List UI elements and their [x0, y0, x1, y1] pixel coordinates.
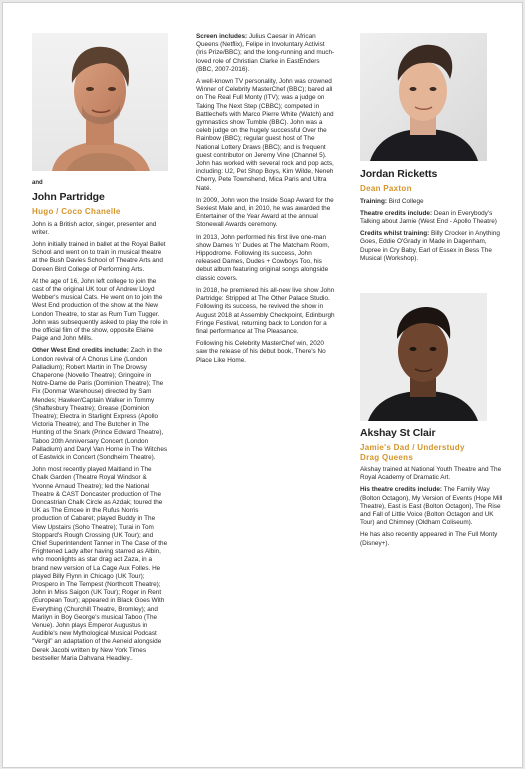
theatre-heading: His theatre credits include:: [360, 486, 443, 494]
screen-heading: Screen includes:: [196, 33, 248, 40]
bio-paragraph: John initially trained in ballet at the Royal Ballet School and went on to train in musical theatre at the Bush Davies School of Theatre Arts and Doreen Bird College of Performing Arts.: [32, 240, 166, 273]
awards-paragraph: In 2009, John won the Inside Soap Award for the Sexiest Male and, in 2010, he was awarded the Entertainer of the Year Award at the annual Stonewall Awards ceremony.: [196, 196, 334, 229]
training-heading: Training:: [360, 197, 387, 205]
bio-paragraph: John is a British actor, singer, presenter and writer.: [32, 220, 157, 236]
jordan-ricketts-photo: [360, 33, 487, 161]
programme-page: [2, 2, 523, 768]
show-paragraph: In 2013, John performed his first live one-man show Dames 'n' Dudes at The Matcham Room, Hippodrome. Following its success, John released Dames, Dudes + Cowboys Too, his debut album featuring original songs alongside classic covers.: [196, 233, 330, 282]
screen-text: Julius Caesar in African Queens (Netflix), Felipe in Involuntary Activist (Iris Prize/BBC); and the long-running and much-loved role of Christian Clarke in EastEnders (BBC, 2007-2016).: [196, 33, 335, 73]
recent-paragraph: John most recently played Maitland in The Chalk Garden (Theatre Royal Windsor & Yvonne Arnaud Theatre); led the National Theatre & CAST Doncaster production of The Doncastrian Chalk Circle as Azdak; toured the UK as The Emcee in the Rufus Norris production of Cabaret; played Buddy in The View Upstairs (Soho Theatre); Turai in Tom Stoppard's Rough Crossing (UK Tour); and Chief Superintendent Tanner in The Case of the Frightened Lady after having starred as Albin, who moonlights as star drag act Zaza, in a brand new version of La Cage Aux Folles. He played Billy Flynn in Chicago (UK Tour); Prospero in The Tempest (Northcott Theatre); John in Miss Saigon (UK Tour); Roger in Rent (European Tour); appeared in Black Goes With Everything (Churchill Theatre, Bromley); and Marilyn in Boy George's musical Taboo (The Venue). John plays Emperor Augustus in Audible's new Mythological Musical Podcast "Vergil" an adaptation of the Aeneid alongside Derek Jacobi written by New York Times bestseller Maria Dahvana Headley..: [32, 466, 168, 662]
tv-paragraph: A well-known TV personality, John was crowned Winner of Celebrity MasterChef (BBC); bared all on The Real Full Monty (ITV); was a judge on Taking The Next Step (CBBC); competed in Battlechefs with Marco Pierre White (Watch) and gymnastics show Tumble (BBC). John was a celeb judge on the hugely successful Over the Rainbow (BBC); regular guest host of The National Lottery Draws (BBC); and is frequent guest contributor on Jeremy Vine (Channel 5). John has worked with several rock and pop acts, including: U2, Pet Shop Boys, Kim Wilde, Neneh Cherry, Pete Townshend, Mica Paris and Ultra Naté.: [196, 78, 334, 192]
training-text: Bird College: [388, 197, 424, 205]
actor-name: Akshay St Clair: [360, 427, 436, 439]
john-partridge-bio: [32, 180, 168, 667]
training-paragraph: [360, 198, 506, 206]
theatre-text: Dean in Everybody's Talking about Jamie (West End - Apollo Theatre): [360, 209, 497, 225]
actor-name: John Partridge: [32, 191, 105, 203]
character-role-continued: Drag Queens: [360, 452, 414, 462]
credits-text: Zach in the London revival of A Chorus Line (London Palladium); Robert Martin in The Drowsy Chaperone (Novello Theatre); Gringoire in Notre-Dame de Paris (Dominion Theatre); The Fix (Donmar Warehouse) directed by Sam Mendes; Hawker/Captain Walker in Tommy (Shaftesbury Theatre); Grease (Dominion Theatre); Electra in Starlight Express (Apollo Victoria Theatre); and The Butcher in The Hunting of the Snark (Prince Edward Theatre), Taboo 20th Anniversary Concert (London Palladium) and Daryl Van Horne in The Witches of Eastwick in Concert (Sondheim Theatre).: [32, 347, 168, 461]
book-paragraph: Following his Celebrity MasterChef win, 2020 saw the release of his debut book, There's No Place Like Home.: [196, 340, 326, 364]
bio-paragraph: At the age of 16, John left college to join the cast of the original UK tour of Andrew Lloyd Webber's musical Cats. He went on to join the West End production of the show at the New London Theatre, to star as Rum Tum Tugger. John was subsequently asked to play the role in the official film of the show, opposite Elaine Paige and John Mills.: [32, 277, 168, 343]
screen-paragraph: [196, 33, 336, 74]
whilst-training-heading: Credits whilst training:: [360, 230, 430, 238]
character-role: Jamie's Dad / Understudy: [360, 443, 465, 452]
and-label: and: [32, 180, 43, 186]
theatre-paragraph: [360, 210, 506, 226]
credits-heading: Other West End credits include:: [32, 347, 129, 355]
whilst-training-paragraph: [360, 230, 506, 263]
theatre-paragraph: [360, 486, 506, 527]
jordan-ricketts-bio: [360, 168, 506, 267]
akshay-st-clair-photo: [360, 293, 487, 421]
whilst-training-text: Billy Crocker in Anything Goes, Eddie O'Grady in Made in Dagenham, Dupree in Cry Baby, Earl of Essex in Bess The Musical (Workshop).: [360, 230, 500, 262]
theatre-text: The Family Way (Bolton Octagon), My Version of Events (Hope Mill Theatre), East is East (Bolton Octagon), The Rise and Fall of Little Voice (Bolton Octagon and UK Tour) and Chimney (Oldham Coliseum).: [360, 486, 503, 527]
stripped-paragraph: In 2018, he premiered his all-new live show John Partridge: Stripped at The Other Palace Studio. Following its success, he revived the show in August 2018 at Assembly Checkpoint, Edinburgh Fringe Festival, returning back to London for a final performance at The Pleasance.: [196, 286, 335, 335]
character-role: Hugo / Coco Chanelle: [32, 207, 121, 216]
intro-paragraph: Akshay trained at National Youth Theatre and The Royal Academy of Dramatic Art.: [360, 466, 502, 482]
credits-paragraph: [32, 347, 168, 462]
character-role: Dean Paxton: [360, 184, 412, 193]
actor-name: Jordan Ricketts: [360, 168, 438, 180]
recent-paragraph: He has also recently appeared in The Full Monty (Disney+).: [360, 531, 498, 547]
akshay-st-clair-bio: [360, 427, 506, 552]
theatre-heading: Theatre credits include:: [360, 209, 433, 217]
john-partridge-bio-continued: [196, 33, 336, 369]
john-partridge-photo: [32, 33, 168, 171]
